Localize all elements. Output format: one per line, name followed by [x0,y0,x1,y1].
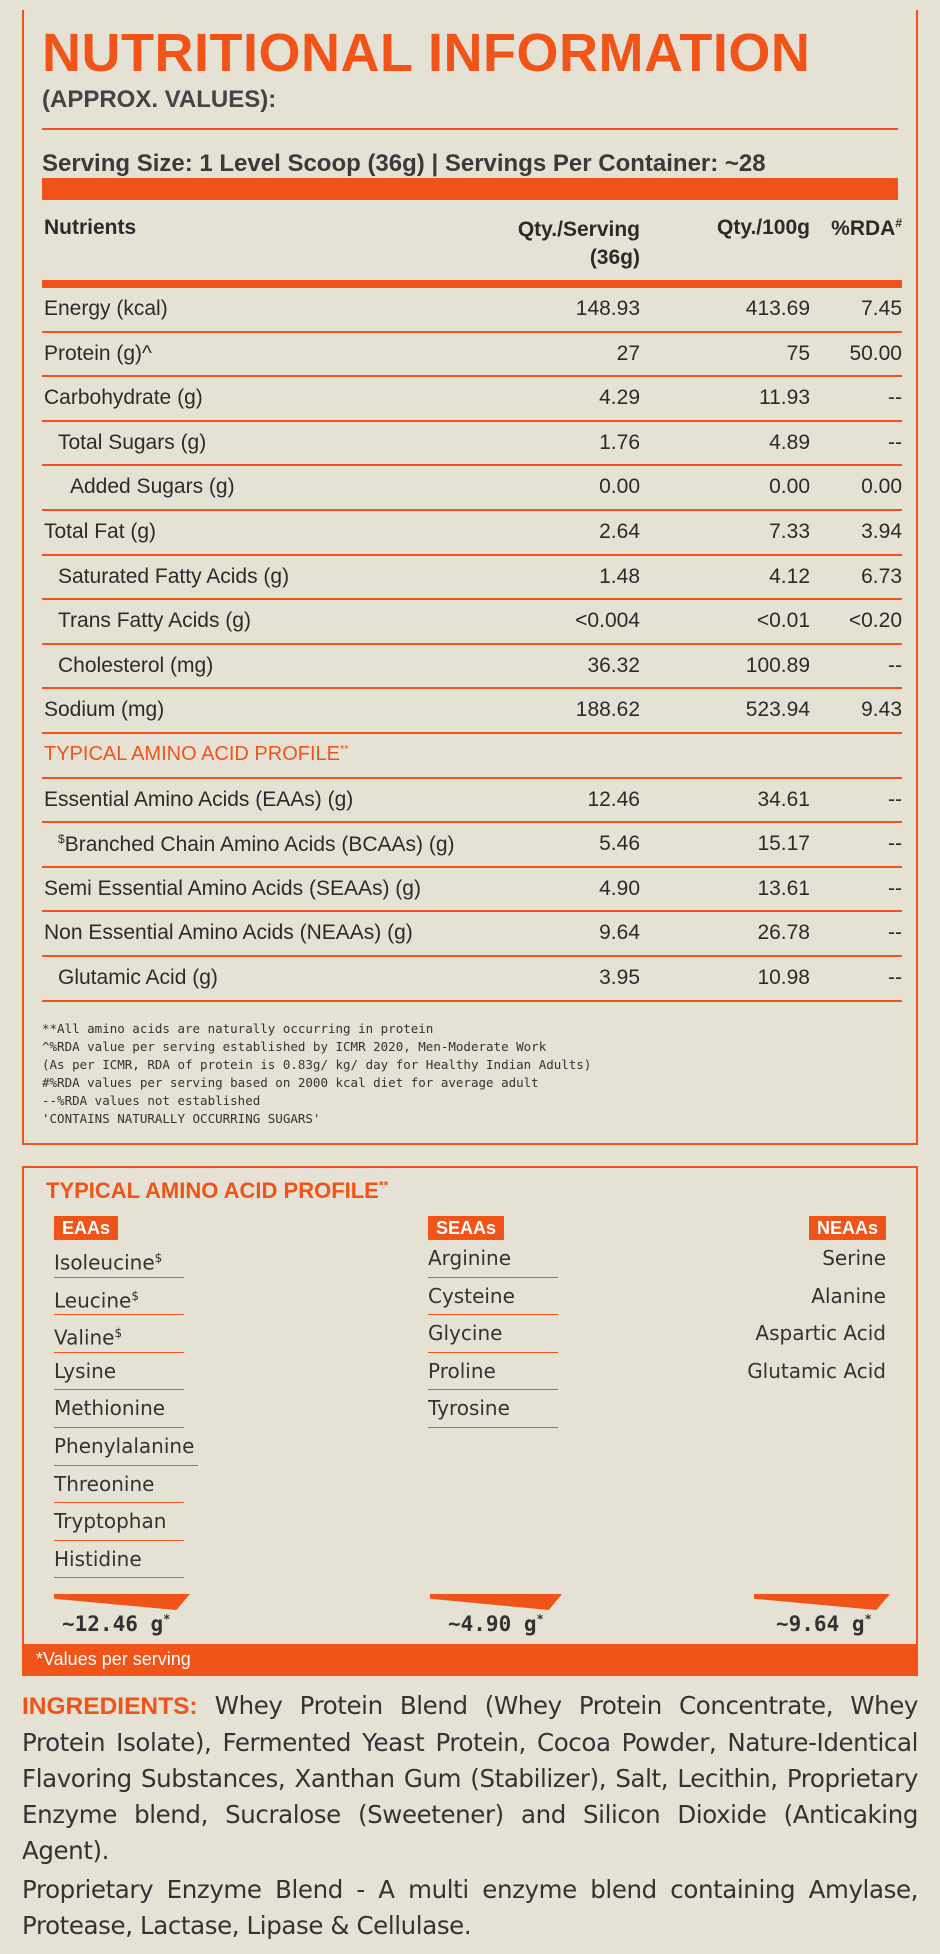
neaas-total: ~9.64 g* [776,1612,872,1636]
footnote: **All amino acids are naturally occurring in protein [42,1021,434,1036]
neaas-tag: NEAAs [809,1216,886,1240]
list-item: Cysteine [428,1278,558,1316]
header-bar [42,178,898,200]
table-row: Protein (g)^ 27 75 50.00 [42,333,902,378]
footnote: #%RDA values per serving based on 2000 kcal diet for average adult [42,1075,539,1090]
table-row: Total Sugars (g) 1.76 4.89 -- [42,422,902,467]
footnote: (As per ICMR, RDA of protein is 0.83g/ kg/ day for Healthy Indian Adults) [42,1057,592,1072]
table-row: Energy (kcal) 148.93 413.69 7.45 [42,288,902,333]
page-subtitle: (APPROX. VALUES): [42,86,277,113]
ingredients-text: Whey Protein Blend (Whey Protein Concentrate, Whey Protein Isolate), Fermented Yeast Protein, Cocoa Powder, Nature-Identical Flavoring Substances, Xanthan Gum (Stabilizer), Salt, Lecithin, Proprietary Enzyme blend, Sucralose (Sweetener) and Silicon Dioxide (Anticaking Agent). [22,1691,918,1865]
table-row: Saturated Fatty Acids (g) 1.48 4.12 6.73 [42,556,902,601]
list-item: Valine$ [54,1315,184,1353]
amino-profile-title: TYPICAL AMINO ACID PROFILE** [46,1178,389,1203]
seaas-tag: SEAAs [428,1216,504,1240]
list-item: Lysine [54,1353,184,1391]
list-item: Aspartic Acid [755,1321,886,1346]
ingredients [22,1688,918,1869]
divider [42,128,898,130]
table-row: $Branched Chain Amino Acids (BCAAs) (g) 5.46 15.17 -- [42,823,902,868]
list-item: Phenylalanine [54,1428,198,1466]
seaas-column [428,1216,558,1428]
seaas-total-marker [430,1594,562,1610]
footnote: 'CONTAINS NATURALLY OCCURRING SUGARS' [42,1111,321,1126]
list-item: Glutamic Acid [747,1358,886,1383]
neaas-column [716,1216,886,1390]
seaas-total: ~4.90 g* [448,1612,544,1636]
list-item: Tyrosine [428,1390,558,1428]
page-title: NUTRITIONAL INFORMATION [42,23,811,83]
table-row: Trans Fatty Acids (g) <0.004 <0.01 <0.20 [42,600,902,645]
table-row: Total Fat (g) 2.64 7.33 3.94 [42,511,902,556]
table-row: Semi Essential Amino Acids (SEAAs) (g) 4.90 13.61 -- [42,868,902,913]
footnotes [42,1020,591,1128]
list-item: Tryptophan [54,1503,184,1541]
list-item: Leucine$ [54,1278,184,1316]
header-nutrients: Nutrients [44,216,137,239]
eaas-column [54,1216,195,1578]
eaas-total: ~12.46 g* [62,1612,171,1636]
list-item: Threonine [54,1466,184,1504]
enzyme-note: Proprietary Enzyme Blend - A multi enzyme blend containing Amylase, Protease, Lactase, Lipase & Cellulase. [22,1875,918,1940]
eaas-tag: EAAs [54,1216,118,1240]
footnote: ^%RDA value per serving established by ICMR 2020, Men-Moderate Work [42,1039,547,1054]
list-item: Methionine [54,1390,184,1428]
neaas-total-marker [754,1594,890,1610]
table-row: Added Sugars (g) 0.00 0.00 0.00 [42,466,902,511]
table-row: Carbohydrate (g) 4.29 11.93 -- [42,377,902,422]
table-row: Sodium (mg) 188.62 523.94 9.43 [42,689,902,734]
eaas-total-marker [54,1594,190,1610]
footnote: --%RDA values not established [42,1093,261,1108]
serving-size: Serving Size: 1 Level Scoop (36g) | Servings Per Container: ~28 [42,150,766,177]
table-header [42,210,902,288]
amino-section-heading: TYPICAL AMINO ACID PROFILE** [42,734,902,779]
list-item: Histidine [54,1541,184,1579]
nutrition-table [42,288,902,1002]
list-item: Isoleucine$ [54,1240,184,1278]
table-row: Cholesterol (mg) 36.32 100.89 -- [42,645,902,690]
list-item: Proline [428,1353,558,1391]
values-per-serving-note: *Values per serving [24,1644,916,1674]
list-item: Glycine [428,1315,558,1353]
header-divider [42,280,902,288]
table-row: Essential Amino Acids (EAAs) (g) 12.46 34.61 -- [42,779,902,824]
header-per-serving: Qty./Serving (36g) [517,218,640,269]
header-rda: %RDA# [831,216,902,240]
list-item: Arginine [428,1240,558,1278]
list-item: Alanine [811,1283,886,1308]
ingredients-label: INGREDIENTS: [22,1693,198,1720]
header-per-100g: Qty./100g [717,216,810,239]
amino-profile-panel [22,1166,918,1676]
list-item: Serine [822,1246,886,1270]
table-row: Glutamic Acid (g) 3.95 10.98 -- [42,957,902,1002]
table-row: Non Essential Amino Acids (NEAAs) (g) 9.64 26.78 -- [42,912,902,957]
nutrition-panel [22,10,918,1145]
